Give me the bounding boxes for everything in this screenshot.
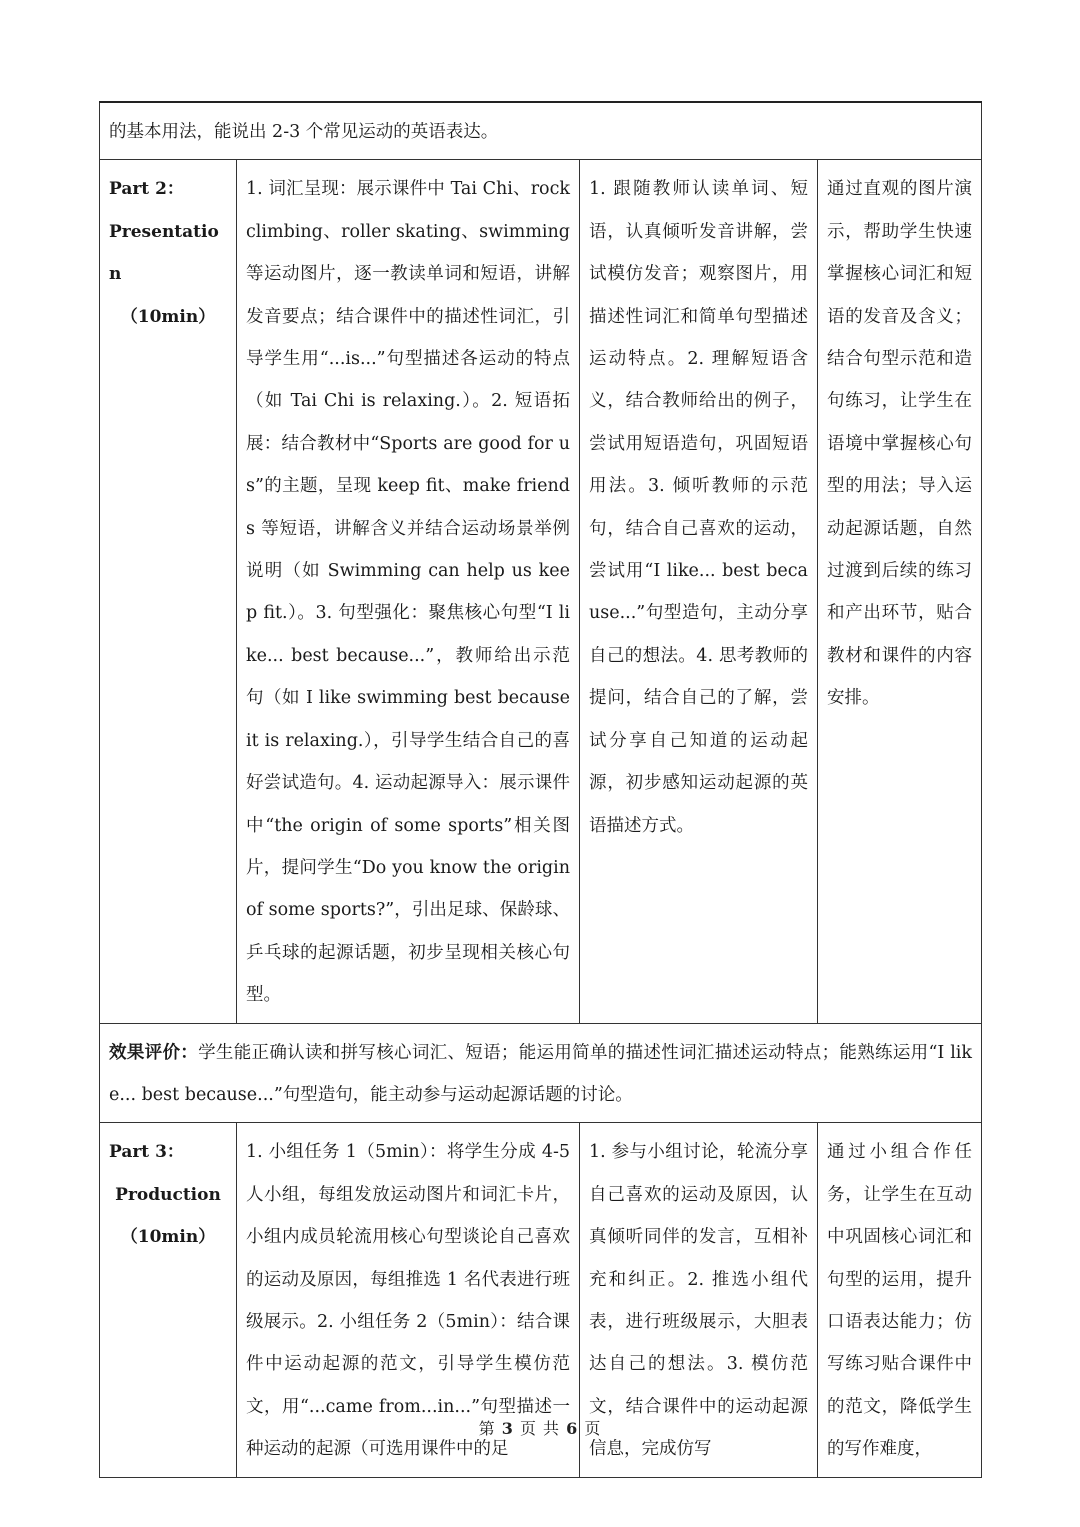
part2-row bbox=[100, 160, 982, 1023]
part2-time: （10min） bbox=[120, 306, 216, 327]
part2-teacher-activity: 1. 词汇呈现：展示课件中 Tai Chi、rock climbing、roller skating、swimming 等运动图片，逐一教读单词和短语，讲解发音要点；结合课件中的描述性词汇，引导学生用“...is...”句型描述各运动的特点（如 Tai Chi is relaxing.）。2. 短语拓展：结合教材中“Sports are good for us”的主题，呈现 keep fit、make friends 等短语，讲解含义并结合运动场景举例说明（如 Swimming can help us keep fit.）。3. 句型强化：聚焦核心句型“I like... best because...”，教师给出示范句（如 I like swimming best because it is relaxing.），引导学生结合自己的喜好尝试造句。4. 运动起源导入：展示课件中“the origin of some sports”相关图片，提问学生“Do you know the origin of some sports?”，引出足球、保龄球、乒乓球的起源话题，初步呈现相关核心句型。 bbox=[237, 160, 580, 1023]
page-footer bbox=[0, 1416, 1080, 1439]
evaluation-cell bbox=[100, 1023, 982, 1123]
evaluation-label: 效果评价： bbox=[109, 1042, 199, 1063]
lesson-plan-table bbox=[99, 101, 982, 1478]
footer-middle: 页 共 bbox=[519, 1419, 561, 1438]
evaluation-row bbox=[100, 1023, 982, 1123]
part3-title: Part 3： bbox=[109, 1142, 184, 1163]
footer-total-pages: 6 bbox=[566, 1419, 579, 1438]
footer-suffix: 页 bbox=[584, 1419, 602, 1438]
part3-student-activity: 1. 参与小组讨论，轮流分享自己喜欢的运动及原因，认真倾听同伴的发言，互相补充和纠正。2. 推选小组代表，进行班级展示，大胆表达自己的想法。3. 模仿范文，结合课件中的运动起源信息，完成仿写 bbox=[580, 1123, 818, 1477]
part2-label-cell bbox=[100, 160, 237, 1023]
part3-teacher-activity: 1. 小组任务 1（5min）：将学生分成 4-5 人小组，每组发放运动图片和词汇卡片，小组内成员轮流用核心句型谈论自己喜欢的运动及原因，每组推选 1 名代表进行班级展示。2. 小组任务 2（5min）：结合课件中运动起源的范文，引导学生模仿范文，用“...came from...in...”句型描述一种运动的起源（可选用课件中的足 bbox=[237, 1123, 580, 1477]
part3-name: Production bbox=[115, 1184, 221, 1205]
intro-continuation-cell bbox=[100, 102, 982, 160]
part2-name: Presentation bbox=[109, 221, 219, 285]
intro-continuation-row bbox=[100, 102, 982, 160]
part2-student-activity: 1. 跟随教师认读单词、短语，认真倾听发音讲解，尝试模仿发音；观察图片，用描述性词汇和简单句型描述运动特点。2. 理解短语含义，结合教师给出的例子，尝试用短语造句，巩固短语用法。3. 倾听教师的示范句，结合自己喜欢的运动，尝试用“I like... best because...”句型造句，主动分享自己的想法。4. 思考教师的提问，结合自己的了解，尝试分享自己知道的运动起源，初步感知运动起源的英语描述方式。 bbox=[580, 160, 818, 1023]
part3-time: （10min） bbox=[120, 1227, 216, 1248]
part2-title: Part 2： bbox=[109, 179, 184, 200]
part2-design-intent: 通过直观的图片演示，帮助学生快速掌握核心词汇和短语的发音及含义；结合句型示范和造句练习，让学生在语境中掌握核心句型的用法；导入运动起源话题，自然过渡到后续的练习和产出环节，贴合教材和课件的内容安排。 bbox=[818, 160, 982, 1023]
footer-prefix: 第 bbox=[478, 1419, 496, 1438]
evaluation-text: 学生能正确认读和拼写核心词汇、短语；能运用简单的描述性词汇描述运动特点；能熟练运用“I like... best because...”句型造句，能主动参与运动起源话题的讨论。 bbox=[109, 1042, 973, 1105]
intro-continuation-text: 的基本用法，能说出 2-3 个常见运动的英语表达。 bbox=[109, 122, 499, 142]
footer-current-page: 3 bbox=[501, 1419, 514, 1438]
part3-design-intent: 通过小组合作任务，让学生在互动中巩固核心词汇和句型的运用，提升口语表达能力；仿写练习贴合课件中的范文，降低学生的写作难度， bbox=[818, 1123, 982, 1477]
